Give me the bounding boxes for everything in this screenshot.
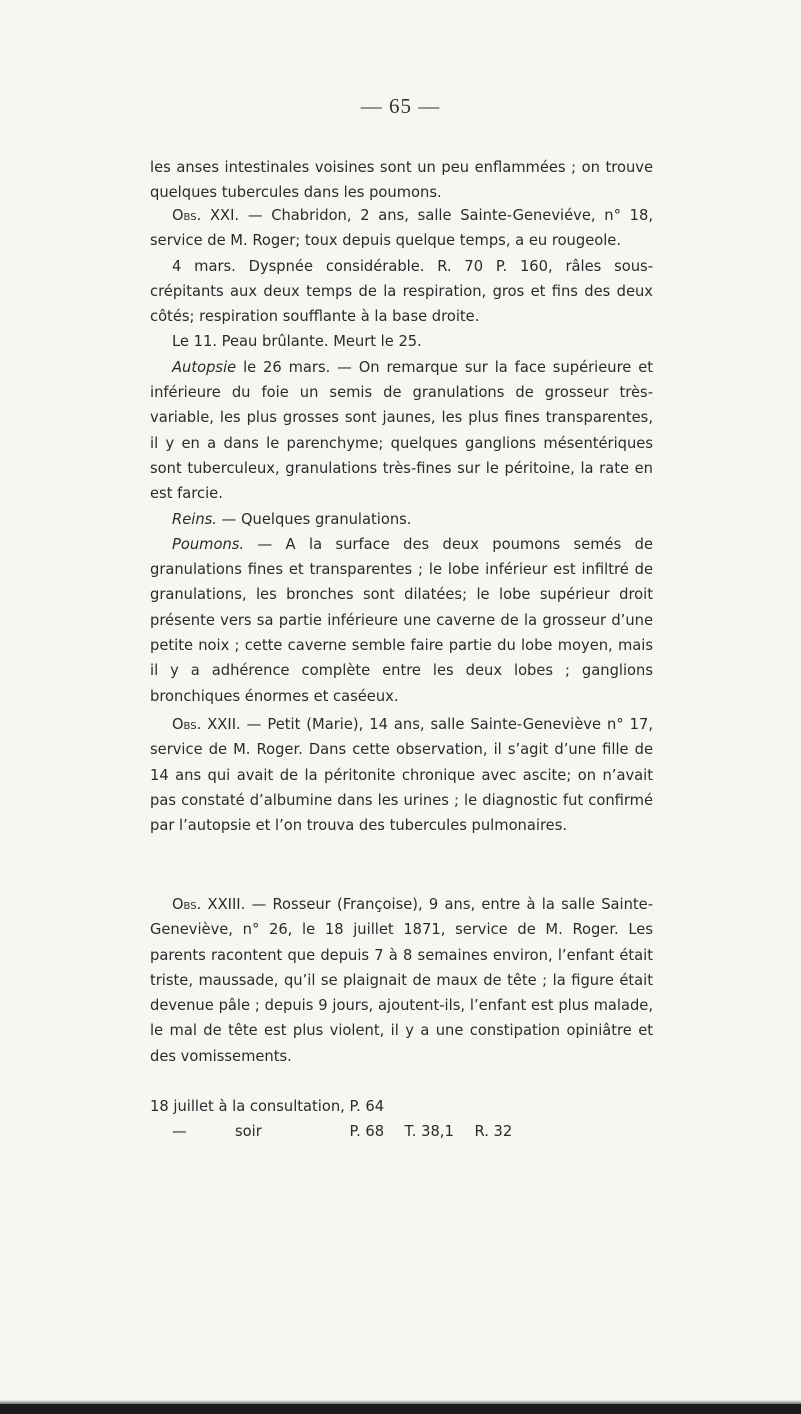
obs21-autopsy (150, 355, 653, 507)
vitals-record (150, 1094, 512, 1145)
obs21-header-text: — Chabridon, 2 ans, salle Sainte-Geneviéve, n° 18, service de M. Roger; toux depuis quelque temps, a eu rougeole. (150, 207, 653, 250)
vitals-pulse-1: P. 64 (349, 1098, 385, 1115)
observation-21 (150, 203, 653, 709)
vitals-time: soir (235, 1123, 262, 1141)
obs21-paragraph-2: Le 11. Peau brûlante. Meurt le 25. (172, 333, 422, 351)
obs21-paragraph-1: 4 mars. Dyspnée considérable. R. 70 P. 160, râles sous-crépitants aux deux temps de la respiration, gros et fins des deux côtés; respiration soufflante à la base droite. (150, 257, 653, 326)
vitals-temperature: T. 38,1 (404, 1123, 454, 1141)
vitals-respiration: R. 32 (474, 1123, 513, 1141)
autopsy-label: Autopsie (172, 358, 237, 376)
vitals-date: 18 juillet à la consultation, (150, 1098, 345, 1115)
vitals-pulse-2: P. 68 (349, 1123, 385, 1141)
intro-text: les anses intestinales voisines sont un peu enflammées ; on trouve quelques tubercules dans les poumons. (150, 159, 653, 202)
obs22-label: Obs. XXII. (172, 716, 241, 733)
intro-paragraph (150, 155, 653, 206)
obs22-text: — Petit (Marie), 14 ans, salle Sainte-Geneviève n° 17, service de M. Roger. Dans cette observation, il s’agit d’une fille de 14 ans qui avait de la péritonite chronique avec ascite; on n’avait pas constaté d’albumine dans les urines ; le diagnostic fut confirmé par l’autopsie et l’on trouva des tubercules pulmonaires. (150, 716, 653, 835)
obs21-lungs (150, 532, 653, 709)
obs23-label: Obs. XXIII. (172, 896, 246, 913)
autopsy-text: le 26 mars. — On remarque sur la face supérieure et inférieure du foie un semis de granulations de grosseur très-variable, les plus grosses sont jaunes, les plus fines transparentes, il y en a dans le parenchyme; quelques ganglions mésentériques sont tuberculeux, granulations très-fines sur le péritoine, la rate en est farcie. (150, 358, 653, 503)
obs23-paragraph (150, 892, 653, 1069)
page-number: — 65 — (360, 94, 441, 118)
kidneys-label: Reins. (172, 510, 217, 528)
vitals-dash: — (172, 1123, 187, 1141)
lungs-label: Poumons. (172, 535, 245, 553)
obs21-header (150, 203, 653, 254)
obs21-kidneys (150, 507, 653, 532)
page-edge-shadow (0, 1404, 801, 1414)
obs21-label: Obs. XXI. (172, 207, 240, 224)
observation-23 (150, 892, 653, 1069)
vitals-row-evening (150, 1119, 512, 1144)
vitals-row-consultation (150, 1094, 512, 1119)
obs23-text: — Rosseur (Françoise), 9 ans, entre à la salle Sainte-Geneviève, n° 26, le 18 juillet 1871, service de M. Roger. Les parents racontent que depuis 7 à 8 semaines environ, l’enfant était triste, maussade, qu’il se plaignait de maux de tête ; la figure était devenue pâle ; depuis 9 jours, ajoutent-ils, l’enfant est plus malade, le mal de tête est plus violent, il y a une constipation opiniâtre et des vomissements. (150, 896, 653, 1065)
observation-22 (150, 712, 653, 838)
kidneys-text: — Quelques granulations. (216, 510, 412, 528)
lungs-text: — A la surface des deux poumons semés de granulations fines et transparentes ; le lobe inférieur est infiltré de granulations, les bronches sont dilatées; le lobe supérieur droit présente vers sa partie inférieure une caverne de la grosseur d’une petite noix ; cette caverne semble faire partie du lobe moyen, mais il y a adhérence complète entre les deux lobes ; ganglions bronchiques énormes et caséeux. (150, 535, 653, 705)
obs22-paragraph (150, 712, 653, 838)
